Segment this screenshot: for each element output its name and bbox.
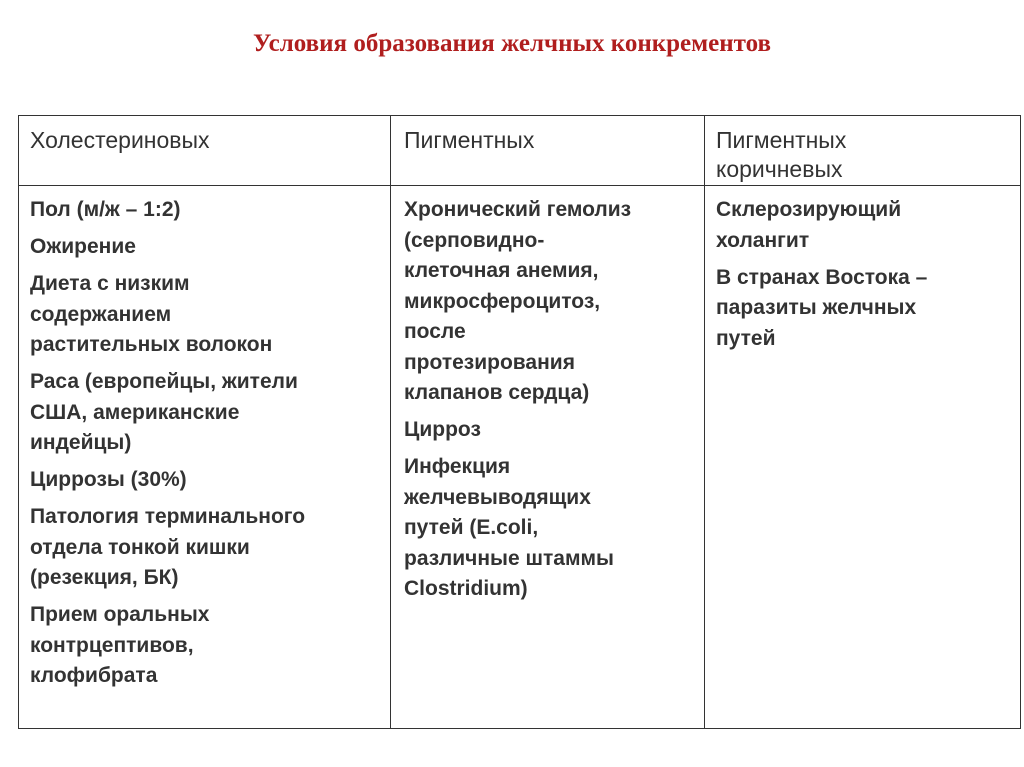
list-item: В странах Востока – паразиты желчных путей bbox=[716, 265, 928, 350]
column-divider bbox=[704, 116, 705, 728]
column-pigment bbox=[404, 195, 631, 611]
list-item: Хронический гемолиз (серповидно- клеточная анемия, микросфероцитоз, после протезирования клапанов сердца) bbox=[404, 198, 632, 404]
list-item: Диета с низким содержанием растительных волокон bbox=[30, 272, 273, 356]
conditions-table bbox=[18, 115, 1021, 729]
column-divider bbox=[390, 116, 391, 728]
list-item: Патология терминального отдела тонкой кишки (резекция, БК) bbox=[30, 505, 306, 589]
list-item: Пол (м/ж – 1:2) bbox=[30, 198, 181, 221]
list-item: Ожирение bbox=[30, 235, 136, 258]
list-item: Склерозирующий холангит bbox=[716, 198, 902, 252]
list-item: Инфекция желчевыводящих путей (E.coli, различные штаммы Clostridium) bbox=[404, 455, 614, 600]
header-cholesterol: Холестериновых bbox=[30, 127, 210, 153]
list-item: Раса (европейцы, жители США, американские индейцы) bbox=[30, 370, 298, 454]
column-pigment-brown bbox=[716, 195, 927, 361]
header-divider bbox=[19, 185, 1020, 186]
list-item: Прием оральных контрцептивов, клофибрата bbox=[30, 603, 210, 687]
list-item: Циррозы (30%) bbox=[30, 468, 187, 491]
column-cholesterol bbox=[30, 195, 305, 698]
list-item: Цирроз bbox=[404, 418, 481, 441]
page-title: Условия образования желчных конкрементов bbox=[252, 30, 772, 57]
header-pigment: Пигментных bbox=[404, 127, 535, 153]
header-pigment-brown: Пигментных коричневых bbox=[716, 127, 847, 182]
